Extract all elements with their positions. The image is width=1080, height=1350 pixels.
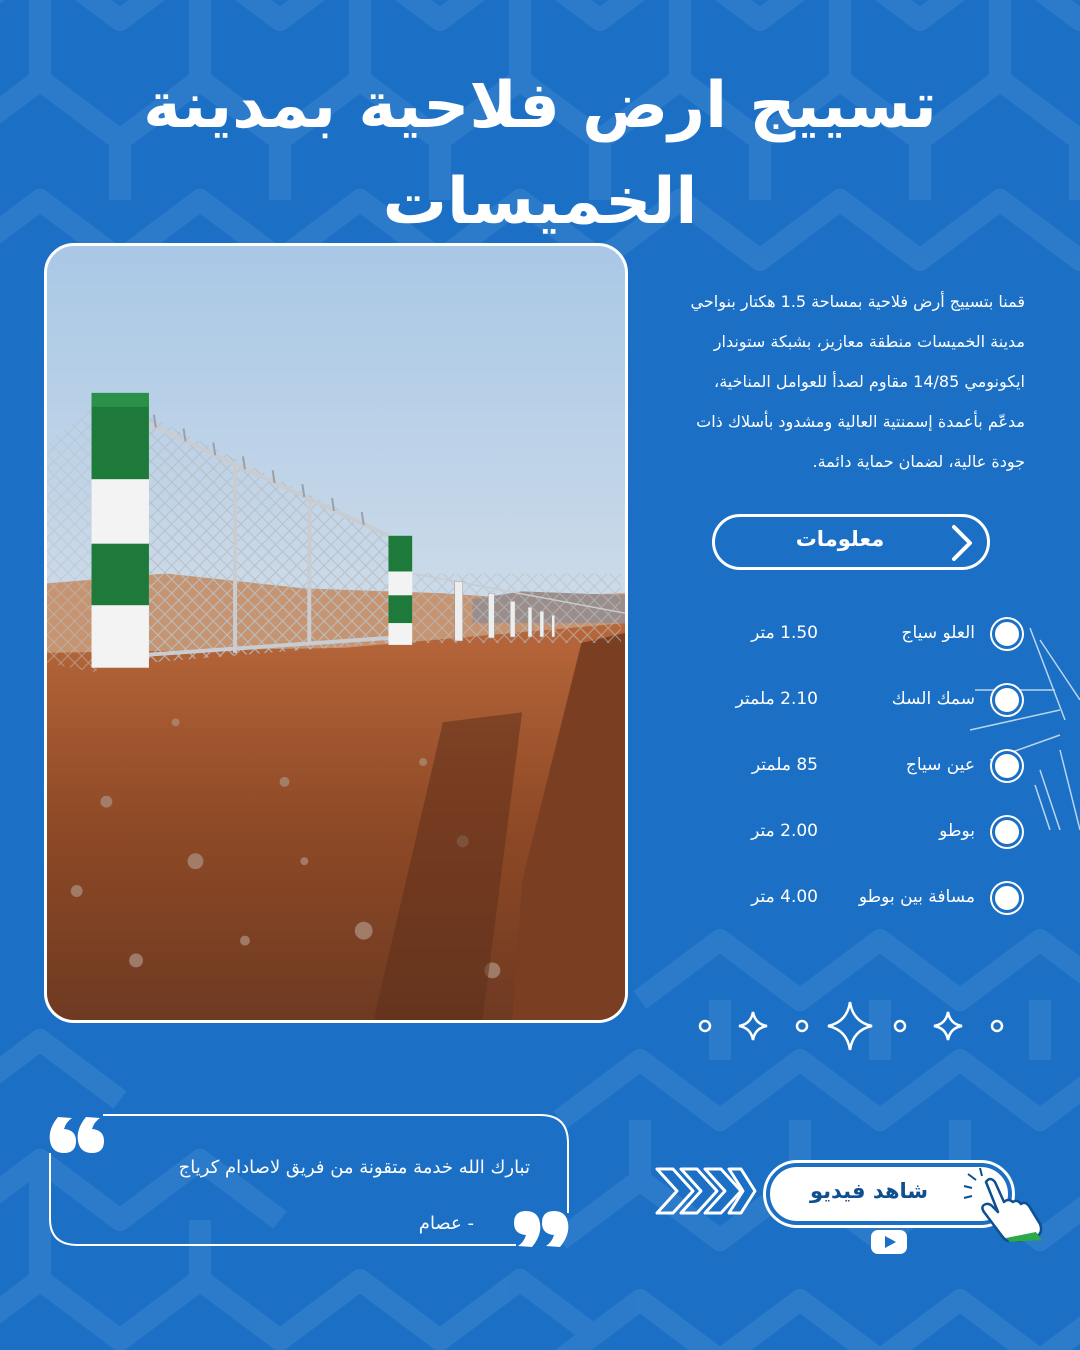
testimonial-quote: تبارك الله خدمة متقونة من فريق لاصادام كرياج (178, 1157, 530, 1178)
description-line: قمنا بتسييج أرض فلاحية بمساحة 1.5 هكتار بنواحي (690, 292, 1025, 311)
project-description (640, 282, 1025, 482)
info-button-label: معلومات (795, 527, 885, 551)
spec-value: 2.00 متر (751, 821, 818, 841)
spec-row (700, 682, 1040, 722)
spec-name: مسافة بين بوطو (858, 887, 975, 907)
spec-value: 85 ملمتر (751, 755, 818, 775)
spec-value: 1.50 متر (751, 623, 818, 643)
spec-name: عين سياج (905, 755, 975, 775)
description-line: مدعّم بأعمدة إسمنتية العالية ومشدود بأسلاك ذات (696, 412, 1025, 431)
bullet-circle-icon (992, 619, 1022, 649)
page-title: تسييج ارض فلاحية بمدينة الخميسات (143, 69, 937, 239)
arrows-right-icon (655, 1163, 760, 1219)
description-line: ايكونومي 14/85 مقاوم لصدأ للعوامل المناخية، (714, 372, 1025, 391)
spec-row (700, 814, 1040, 854)
spec-name: العلو سياج (901, 623, 975, 643)
testimonial-author: - عصام (418, 1213, 474, 1234)
description-line: مدينة الخميسات منطقة معازيز، بشبكة ستوندار (713, 332, 1025, 351)
spec-value: 4.00 متر (751, 887, 818, 907)
sparkle-divider-icon (690, 998, 1010, 1054)
chevron-right-icon (949, 523, 975, 563)
watch-video-label: شاهد فيديو (810, 1179, 929, 1203)
bullet-circle-icon (992, 685, 1022, 715)
description-line: جودة عالية، لضمان حماية دائمة. (812, 452, 1025, 471)
bullet-circle-icon (992, 817, 1022, 847)
pointing-hand-icon (958, 1166, 1048, 1242)
spec-name: بوطو (939, 821, 975, 841)
bullet-circle-icon (992, 751, 1022, 781)
bullet-circle-icon (992, 883, 1022, 913)
spec-row (700, 616, 1040, 656)
spec-value: 2.10 ملمتر (735, 689, 818, 709)
youtube-play-icon[interactable] (870, 1229, 908, 1255)
spec-row (700, 880, 1040, 920)
fence-photo (44, 243, 628, 1023)
testimonial-text (90, 1140, 530, 1252)
spec-name: سمك السك (891, 689, 975, 709)
info-button[interactable] (712, 514, 990, 570)
spec-row (700, 748, 1040, 788)
